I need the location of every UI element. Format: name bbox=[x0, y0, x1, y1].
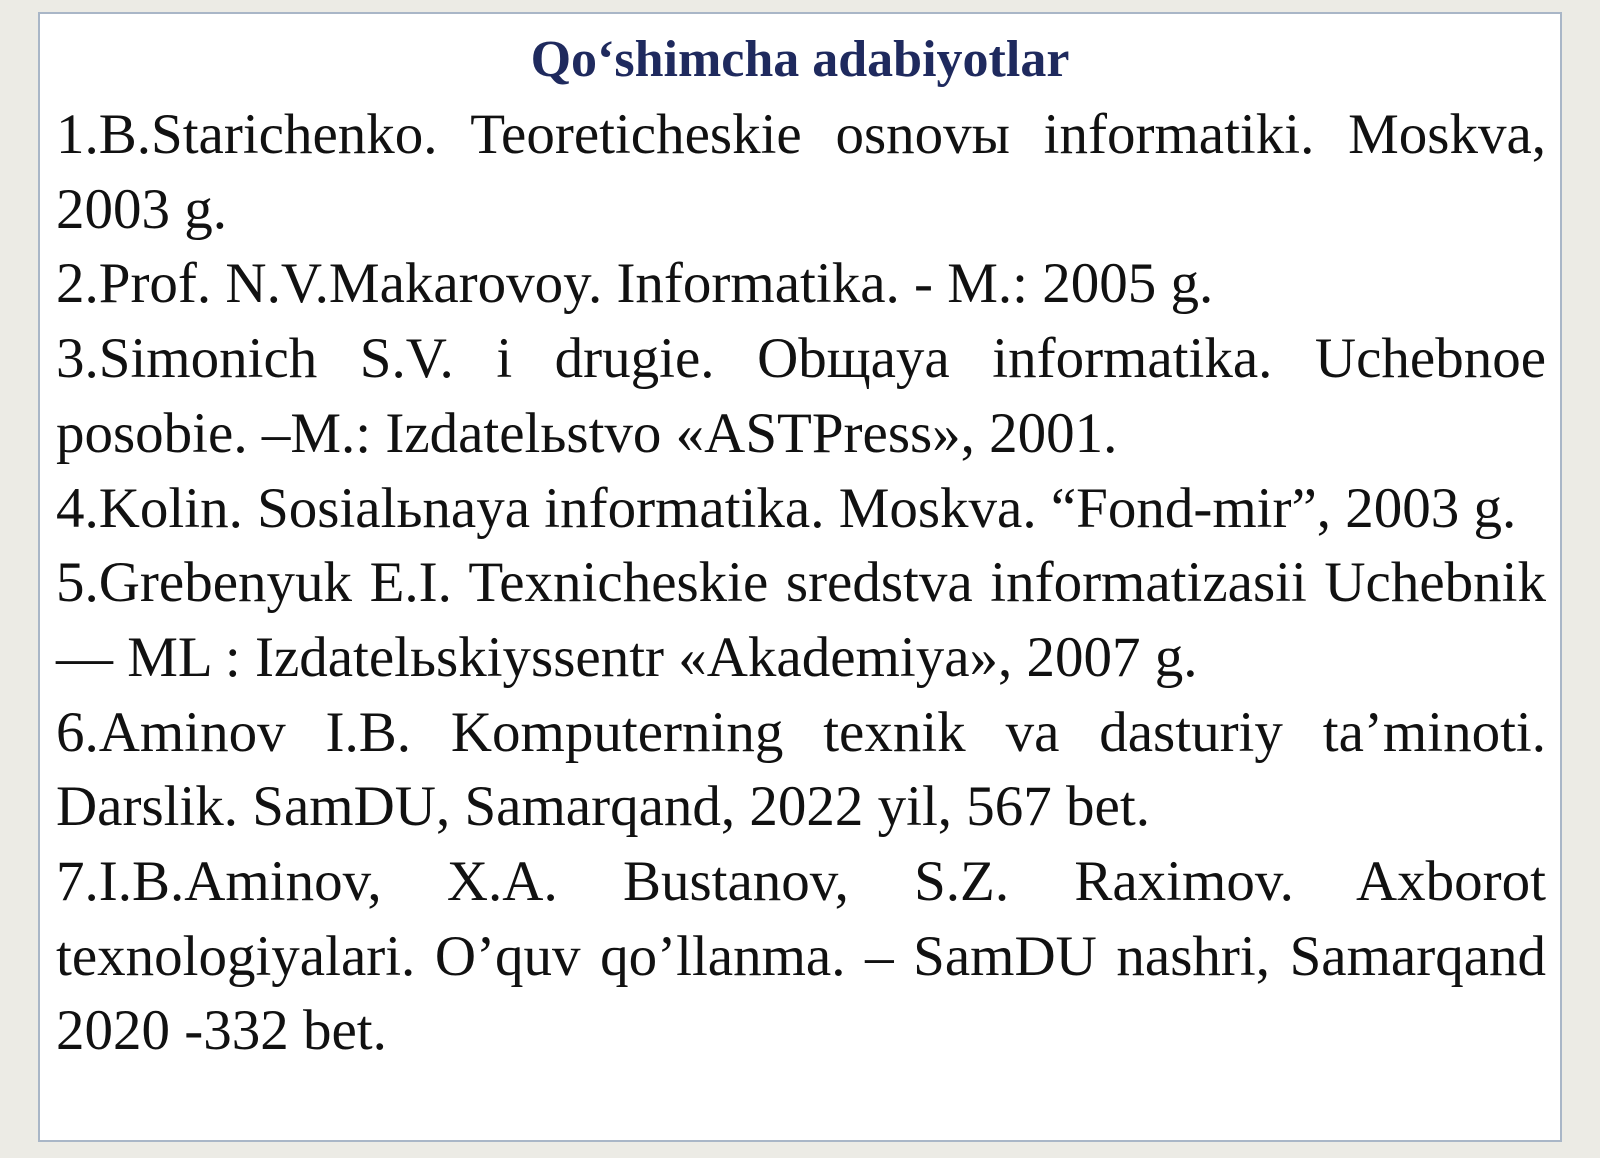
slide bbox=[38, 12, 1562, 1142]
reference-item: 3.Simonich S.V. i drugie. Obщaya informatika. Uchebnoe posobie. –M.: Izdatelьstvo «ASTPress», 2001. bbox=[56, 327, 1546, 465]
reference-item: 4.Kolin. Sosialьnaya informatika. Moskva. “Fond-mir”, 2003 g. bbox=[56, 476, 1517, 540]
reference-item: 5.Grebenyuk E.I. Texnicheskie sredstva informatizasii Uchebnik— ML : Izdatelьskiyssentr «Akademiya», 2007 g. bbox=[56, 551, 1546, 689]
reference-item: 1.B.Starichenko. Teoreticheskie osnovы informatiki. Moskva, 2003 g. bbox=[56, 103, 1546, 241]
slide-title: Qo‘shimcha adabiyotlar bbox=[530, 31, 1070, 88]
reference-item: 6.Aminov I.B. Komputerning texnik va dasturiy ta’minoti. Darslik. SamDU, Samarqand, 2022 yil, 567 bet. bbox=[56, 700, 1546, 839]
reference-list bbox=[56, 98, 1546, 1069]
reference-item: 2.Prof. N.V.Makarovoy. Informatika. - M.: 2005 g. bbox=[56, 252, 1214, 316]
reference-item: 7.I.B.Aminov, X.A. Bustanov, S.Z. Raximov. Axborot texnologiyalari. O’quv qo’llanma. – SamDU nashri, Samarqand 2020 -332 bet. bbox=[56, 850, 1546, 1063]
